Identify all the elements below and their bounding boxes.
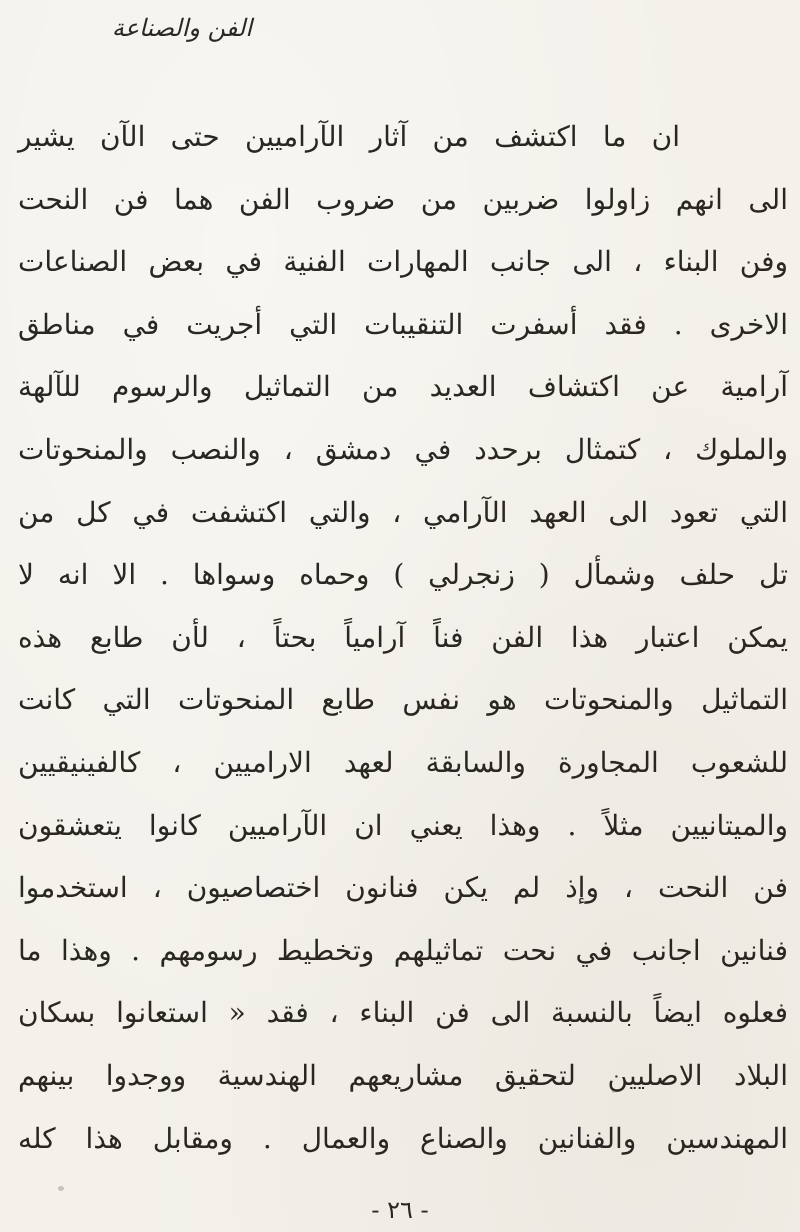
text-line: تل حلف وشمأل ( زنجرلي ) وحماه وسواها . الا انه لا — [18, 558, 788, 592]
text-line: آرامية عن اكتشاف العديد من التماثيل والرسوم للآلهة — [18, 370, 788, 404]
body-text — [18, 106, 788, 1170]
text-line: الاخرى . فقد أسفرت التنقيبات التي أجريت في مناطق — [18, 307, 788, 341]
text-line: للشعوب المجاورة والسابقة لعهد الاراميين ، كالفينيقيين — [18, 745, 788, 779]
text-line: التي تعود الى العهد الآرامي ، والتي اكتشفت في كل من — [18, 495, 788, 529]
paper-speck — [612, 1090, 615, 1093]
text-line: وفن البناء ، الى جانب المهارات الفنية في بعض الصناعات — [18, 245, 788, 279]
text-line: يمكن اعتبار هذا الفن فناً آرامياً بحتاً ، لأن طابع هذه — [18, 620, 788, 654]
text-line: فن النحت ، وإذ لم يكن فنانون اختصاصيون ، استخدموا — [18, 871, 788, 905]
text-line: المهندسين والفنانين والصناع والعمال . ومقابل هذا كله — [18, 1121, 788, 1155]
text-line: فعلوه ايضاً بالنسبة الى فن البناء ، فقد « استعانوا بسكان — [18, 996, 788, 1030]
text-line: ان ما اكتشف من آثار الآراميين حتى الآن يشير — [18, 120, 680, 153]
text-line: والملوك ، كتمثال برحدد في دمشق ، والنصب والمنحوتات — [18, 432, 788, 466]
page-number: - ٢٦ - — [371, 1196, 429, 1224]
text-line: فنانين اجانب في نحت تماثيلهم وتخطيط رسومهم . وهذا ما — [18, 933, 788, 967]
text-line: البلاد الاصليين لتحقيق مشاريعهم الهندسية ووجدوا بينهم — [18, 1058, 788, 1092]
text-line: التماثيل والمنحوتات هو نفس طابع المنحوتات التي كانت — [18, 683, 788, 717]
text-line: والميتانيين مثلاً . وهذا يعني ان الآراميين كانوا يتعشقون — [18, 808, 788, 842]
text-line: الى انهم زاولوا ضربين من ضروب الفن هما فن النحت — [18, 182, 788, 216]
running-header: الفن والصناعة — [111, 14, 252, 42]
paper-speck — [58, 1186, 64, 1191]
